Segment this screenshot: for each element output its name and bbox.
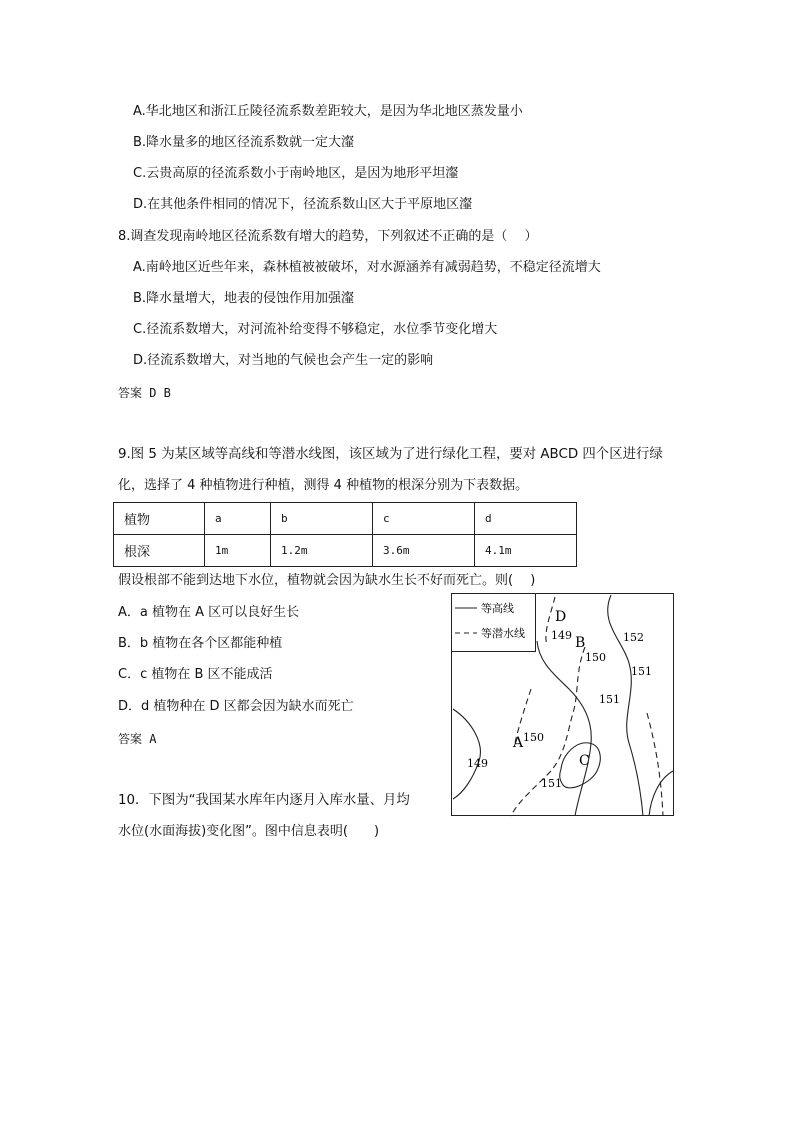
table-cell: 1.2m: [270, 535, 372, 567]
table-cell: c: [372, 503, 474, 535]
q9-option-d: D．d 植物种在 D 区都会因为缺水而死亡: [118, 699, 354, 714]
q8-stem: 8.调查发现南岭地区径流系数有增大的趋势，下列叙述不正确的是（ ）: [118, 229, 538, 244]
q7-option-c: C.云贵高原的径流系数小于南岭地区，是因为地形平坦瀣: [133, 166, 459, 181]
region-label-a: A: [513, 735, 524, 751]
contour-value-label: 150: [523, 731, 544, 744]
q7-option-d: D.在其他条件相同的情况下，径流系数山区大于平原地区瀣: [133, 197, 473, 212]
region-label-d: D: [555, 609, 567, 625]
table-cell: 3.6m: [372, 535, 474, 567]
q9-answer: 答案 A: [118, 732, 157, 746]
q9-option-b: B．b 植物在各个区都能种植: [118, 636, 283, 651]
q9-option-c: C．c 植物在 B 区不能成活: [118, 667, 273, 682]
contour-value-label: 150: [585, 651, 606, 664]
q9-stem-line2: 化，选择了 4 种植物进行种植，测得 4 种植物的根深分别为下表数据。: [118, 478, 529, 493]
contour-value-label: 149: [551, 629, 572, 642]
q8-option-d: D.径流系数增大，对当地的气候也会产生一定的影响: [133, 353, 434, 368]
table-row: [114, 535, 577, 567]
legend-watertable-label: 等潜水线: [481, 627, 525, 640]
legend-contour-label: 等高线: [481, 602, 514, 615]
region-label-b: B: [575, 635, 586, 651]
q8-option-c: C.径流系数增大，对河流补给变得不够稳定，水位季节变化增大: [133, 322, 498, 337]
root-depth-table: [113, 502, 577, 567]
table-cell: a: [205, 503, 271, 535]
contour-map: [451, 593, 675, 817]
table-cell: 植物: [114, 503, 205, 535]
q8-answer: 答案 D B: [118, 386, 171, 400]
contour-value-label: 151: [541, 777, 562, 790]
table-header-row: [114, 503, 577, 535]
table-cell: 4.1m: [474, 535, 576, 567]
q7-option-a: A.华北地区和浙江丘陵径流系数差距较大，是因为华北地区蒸发量小: [133, 104, 523, 119]
contour-value-label: 152: [623, 631, 644, 644]
q10-line1: 10．下图为“我国某水库年内逐月入库水量、月均: [118, 793, 410, 808]
table-cell: 根深: [114, 535, 205, 567]
table-cell: d: [474, 503, 576, 535]
region-label-c: C: [579, 753, 590, 769]
q8-option-b: B.降水量增大，地表的侵蚀作用加强瀣: [133, 291, 355, 306]
q9-option-a: A．a 植物在 A 区可以良好生长: [118, 605, 300, 620]
q7-option-b: B.降水量多的地区径流系数就一定大瀣: [133, 135, 355, 150]
q10-line2: 水位(水面海拔)变化图”。图中信息表明( ): [118, 824, 380, 839]
map-legend: [452, 594, 536, 652]
contour-value-label: 151: [631, 665, 652, 678]
table-cell: 1m: [205, 535, 271, 567]
table-cell: b: [270, 503, 372, 535]
q9-stem-line1: 9.图 5 为某区域等高线和等潜水线图，该区域为了进行绿化工程，要对 ABCD 四个区进行绿: [118, 447, 663, 462]
contour-value-label: 151: [599, 693, 620, 706]
q8-option-a: A.南岭地区近些年来，森林植被被破坏，对水源涵养有减弱趋势，不稳定径流增大: [133, 260, 601, 275]
contour-value-label: 149: [467, 757, 488, 770]
q9-premise: 假设根部不能到达地下水位，植物就会因为缺水生长不好而死亡。则( ): [118, 573, 536, 588]
